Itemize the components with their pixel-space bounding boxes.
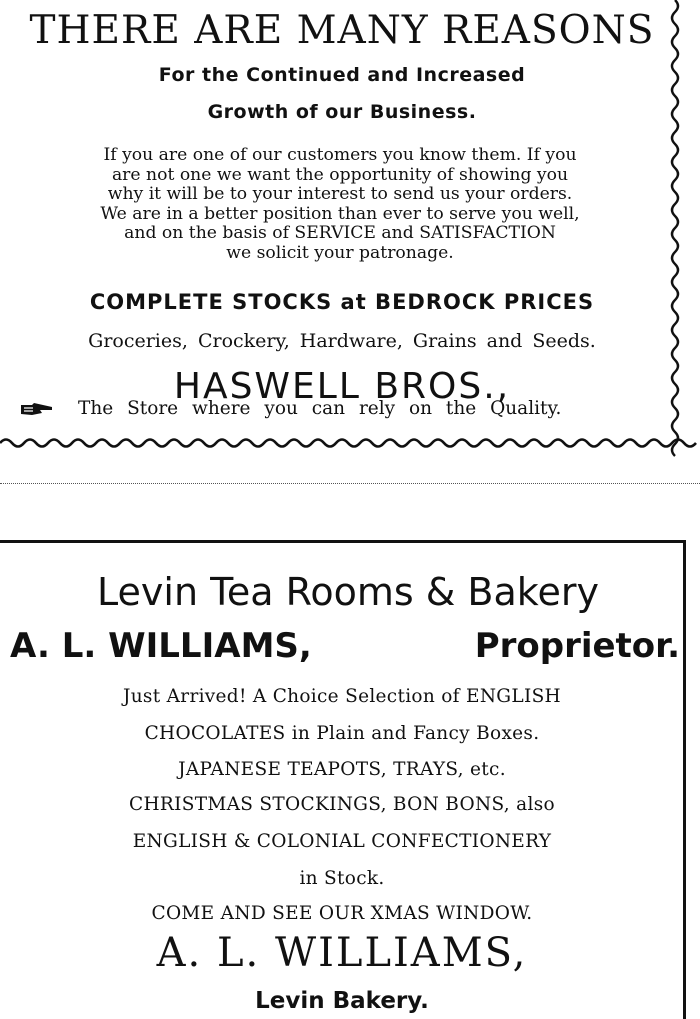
proprietor-line	[10, 626, 680, 666]
body-line: If you are one of our customers you know them. If you	[103, 145, 577, 165]
subheading-line-1: For the Continued and Increased	[158, 64, 526, 86]
tea-rooms-title: Levin Tea Rooms & Bakery	[97, 570, 599, 614]
announcement-line: ENGLISH & COLONIAL CONFECTIONERY	[132, 831, 552, 852]
proprietor-label: Proprietor.	[474, 626, 680, 666]
body-line: We are in a better position than ever to serve you well,	[100, 203, 580, 224]
firm-name: HASWELL BROS.,	[173, 366, 511, 407]
stocks-line: COMPLETE STOCKS at BEDROCK PRICES	[89, 290, 595, 314]
pointing-hand-icon	[20, 401, 54, 417]
headline: THERE ARE MANY REASONS	[29, 8, 655, 53]
announcement-line: JAPANESE TEAPOTS, TRAYS, etc.	[178, 759, 506, 780]
body-line: are not one we want the opportunity of showing you	[111, 164, 569, 185]
goods-line: Groceries, Crockery, Hardware, Grains and Seeds.	[88, 330, 596, 352]
body-line: and on the basis of SERVICE and SATISFACTION	[124, 223, 556, 243]
announcement-line: CHOCOLATES in Plain and Fancy Boxes.	[144, 723, 540, 744]
signature-name: A. L. WILLIAMS,	[156, 930, 528, 976]
body-line: we solicit your patronage.	[226, 242, 454, 263]
tagline-row	[20, 398, 670, 419]
announcement-line: in Stock.	[299, 868, 385, 889]
subheading-line-2: Growth of our Business.	[207, 101, 477, 123]
haswell-advertisement	[0, 0, 684, 470]
announcement-line: Just Arrived! A Choice Selection of ENGLISH	[123, 686, 561, 707]
bakery-name: Levin Bakery.	[255, 988, 429, 1014]
divider-rule	[0, 483, 700, 484]
tagline: The Store where you can rely on the Quality.	[78, 398, 562, 419]
body-paragraph	[30, 146, 650, 263]
announcement-line: CHRISTMAS STOCKINGS, BON BONS, also	[129, 794, 555, 815]
proprietor-name: A. L. WILLIAMS,	[10, 626, 312, 666]
body-line: why it will be to your interest to send us your orders.	[107, 184, 573, 204]
announcement-line: COME AND SEE OUR XMAS WINDOW.	[151, 903, 533, 924]
wavy-border-bottom	[0, 432, 700, 454]
border-top	[0, 540, 684, 543]
